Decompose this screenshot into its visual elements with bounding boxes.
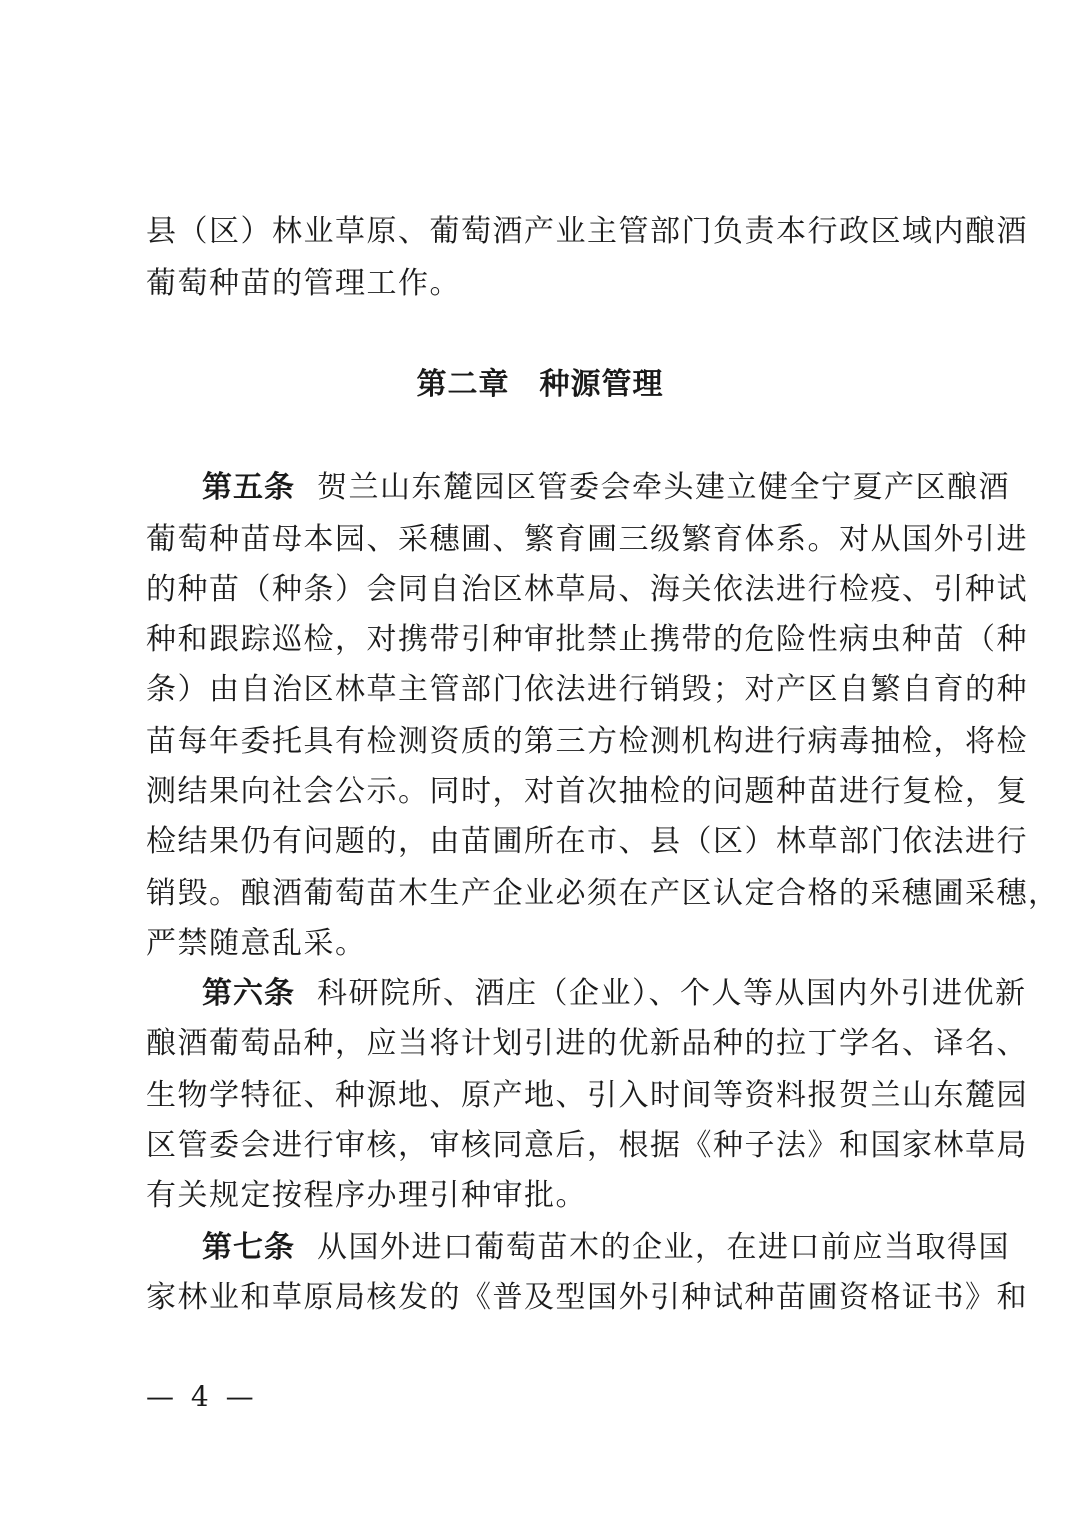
article-7-label: 第七条 <box>202 1230 295 1265</box>
article-7-line-2: 家林业和草原局核发的《普及型国外引种试种苗圃资格证书》和 <box>146 1280 1028 1315</box>
intro-line-1: 县（区）林业草原、葡萄酒产业主管部门负责本行政区域内酿酒 <box>146 214 1028 249</box>
page-number: — 4 — <box>146 1380 258 1413</box>
article-6-line-2: 酿酒葡萄品种，应当将计划引进的优新品种的拉丁学名、译名、 <box>146 1026 1028 1061</box>
article-5-line-9: 销毁。酿酒葡萄苗木生产企业必须在产区认定合格的采穗圃采穗， <box>146 876 1060 911</box>
article-5-line-4: 种和跟踪巡检，对携带引种审批禁止携带的危险性病虫种苗（种 <box>146 622 1028 657</box>
article-5-line-6: 苗每年委托具有检测资质的第三方检测机构进行病毒抽检，将检 <box>146 724 1028 759</box>
article-5-line-7: 测结果向社会公示。同时，对首次抽检的问题种苗进行复检，复 <box>146 774 1028 809</box>
chapter-number: 第二章 <box>416 367 510 402</box>
article-5-line-1: 第五条 贺兰山东麓园区管委会牵头建立健全宁夏产区酿酒 <box>202 470 1010 505</box>
article-6-line-5: 有关规定按程序办理引种审批。 <box>146 1178 587 1213</box>
article-6-line-1: 第六条 科研院所、酒庄（企业）、个人等从国内外引进优新 <box>202 976 1027 1011</box>
chapter-heading <box>0 360 1080 410</box>
article-6-line-3: 生物学特征、种源地、原产地、引入时间等资料报贺兰山东麓园 <box>146 1078 1028 1113</box>
article-5-line-5: 条）由自治区林草主管部门依法进行销毁；对产区自繁自育的种 <box>146 672 1028 707</box>
article-5-line-2: 葡萄种苗母本园、采穗圃、繁育圃三级繁育体系。对从国外引进 <box>146 522 1028 557</box>
chapter-title: 种源管理 <box>539 367 664 402</box>
intro-line-2: 葡萄种苗的管理工作。 <box>146 266 461 301</box>
article-6-line-4: 区管委会进行审核，审核同意后，根据《种子法》和国家林草局 <box>146 1128 1028 1163</box>
article-5-line-10: 严禁随意乱采。 <box>146 926 367 961</box>
article-5-label: 第五条 <box>202 470 295 505</box>
article-7-line-1: 第七条 从国外进口葡萄苗木的企业，在进口前应当取得国 <box>202 1230 1010 1265</box>
article-6-label: 第六条 <box>202 976 295 1011</box>
article-5-line-3: 的种苗（种条）会同自治区林草局、海关依法进行检疫、引种试 <box>146 572 1028 607</box>
article-5-line-8: 检结果仍有问题的，由苗圃所在市、县（区）林草部门依法进行 <box>146 824 1028 859</box>
